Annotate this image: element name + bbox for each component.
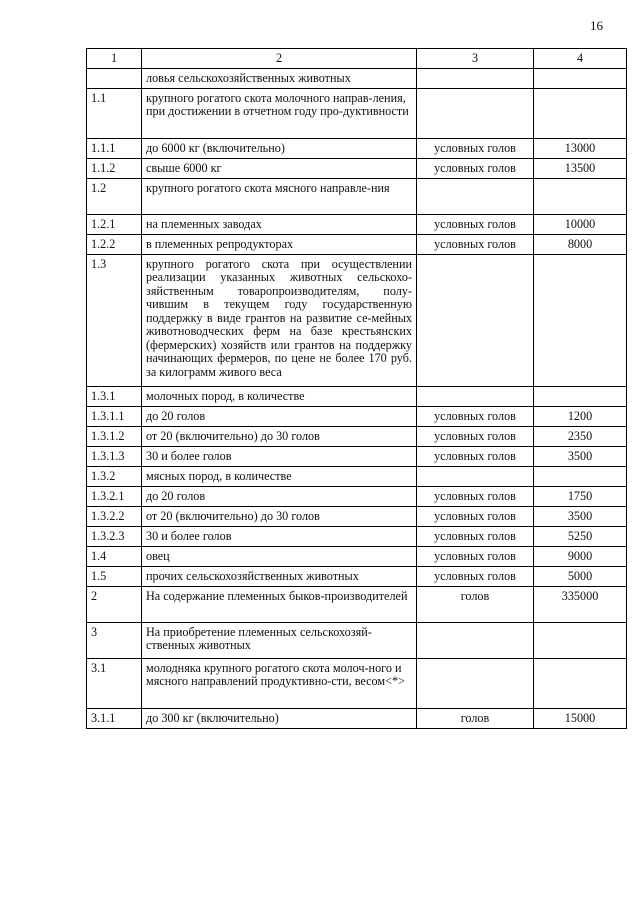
table-row — [87, 69, 627, 89]
table-row — [87, 546, 627, 566]
cell-description: до 6000 кг (включительно) — [142, 138, 417, 158]
cell-description: от 20 (включительно) до 30 голов — [142, 506, 417, 526]
cell-rate: 10000 — [534, 214, 627, 234]
cell-rate: 2350 — [534, 426, 627, 446]
cell-description: до 20 голов — [142, 486, 417, 506]
cell-code: 1.3.2 — [87, 466, 142, 486]
cell-description: от 20 (включительно) до 30 голов — [142, 426, 417, 446]
cell-code: 1.3.2.1 — [87, 486, 142, 506]
table-row — [87, 658, 627, 708]
cell-description: крупного рогатого скота молочного направ-ления, при достижении в отчетном году про-дуктивности — [142, 88, 417, 138]
cell-rate: 13000 — [534, 138, 627, 158]
cell-code: 1.2.2 — [87, 234, 142, 254]
cell-rate — [534, 254, 627, 386]
cell-description: молочных пород, в количестве — [142, 386, 417, 406]
cell-code: 1.3.2.2 — [87, 506, 142, 526]
page-number: 16 — [590, 18, 603, 33]
cell-rate — [534, 658, 627, 708]
cell-unit: условных голов — [417, 506, 534, 526]
cell-rate: 3500 — [534, 446, 627, 466]
cell-description: прочих сельскохозяйственных животных — [142, 566, 417, 586]
cell-code: 1.2 — [87, 178, 142, 214]
cell-unit — [417, 622, 534, 658]
cell-rate: 15000 — [534, 708, 627, 728]
cell-rate: 335000 — [534, 586, 627, 622]
cell-unit — [417, 658, 534, 708]
cell-code: 1.1.1 — [87, 138, 142, 158]
cell-unit — [417, 466, 534, 486]
cell-rate: 3500 — [534, 506, 627, 526]
cell-code: 3.1.1 — [87, 708, 142, 728]
table-row — [87, 214, 627, 234]
cell-rate — [534, 178, 627, 214]
cell-unit: условных голов — [417, 446, 534, 466]
cell-description: в племенных репродукторах — [142, 234, 417, 254]
cell-unit: условных голов — [417, 214, 534, 234]
table-row — [87, 526, 627, 546]
cell-code: 1.2.1 — [87, 214, 142, 234]
cell-unit — [417, 254, 534, 386]
cell-description: свыше 6000 кг — [142, 158, 417, 178]
cell-rate — [534, 386, 627, 406]
cell-description: молодняка крупного рогатого скота молоч-ного и мясного направлений продуктивно-сти, весом<*> — [142, 658, 417, 708]
cell-unit: условных голов — [417, 546, 534, 566]
cell-rate — [534, 466, 627, 486]
cell-unit: условных голов — [417, 426, 534, 446]
cell-unit: условных голов — [417, 406, 534, 426]
cell-code: 1.3.1 — [87, 386, 142, 406]
column-header-1: 1 — [87, 49, 142, 69]
table-row — [87, 178, 627, 214]
cell-rate: 9000 — [534, 546, 627, 566]
column-header-2: 2 — [142, 49, 417, 69]
cell-code: 2 — [87, 586, 142, 622]
cell-description: На приобретение племенных сельскохозяй-ственных животных — [142, 622, 417, 658]
table-row — [87, 506, 627, 526]
table-row — [87, 138, 627, 158]
cell-code: 1.3.2.3 — [87, 526, 142, 546]
table-row — [87, 566, 627, 586]
subsidy-rates-table — [86, 48, 627, 729]
cell-description: овец — [142, 546, 417, 566]
cell-description: 30 и более голов — [142, 526, 417, 546]
table-row — [87, 234, 627, 254]
cell-rate — [534, 88, 627, 138]
cell-unit: условных голов — [417, 486, 534, 506]
table-row — [87, 406, 627, 426]
cell-rate: 8000 — [534, 234, 627, 254]
cell-unit: условных голов — [417, 158, 534, 178]
cell-rate: 5000 — [534, 566, 627, 586]
table-row — [87, 426, 627, 446]
cell-unit: голов — [417, 586, 534, 622]
table-row — [87, 622, 627, 658]
cell-description: на племенных заводах — [142, 214, 417, 234]
cell-unit: условных голов — [417, 566, 534, 586]
cell-unit: условных голов — [417, 234, 534, 254]
cell-unit — [417, 88, 534, 138]
column-header-3: 3 — [417, 49, 534, 69]
table-row — [87, 586, 627, 622]
cell-code: 1.4 — [87, 546, 142, 566]
cell-description: мясных пород, в количестве — [142, 466, 417, 486]
cell-unit: голов — [417, 708, 534, 728]
cell-rate: 13500 — [534, 158, 627, 178]
cell-description: до 20 голов — [142, 406, 417, 426]
cell-code: 1.3.1.2 — [87, 426, 142, 446]
cell-description: крупного рогатого скота мясного направле-ния — [142, 178, 417, 214]
table-row — [87, 486, 627, 506]
cell-rate: 1200 — [534, 406, 627, 426]
cell-code: 1.3.1.1 — [87, 406, 142, 426]
cell-unit — [417, 178, 534, 214]
table-row — [87, 158, 627, 178]
cell-rate: 5250 — [534, 526, 627, 546]
table-row — [87, 386, 627, 406]
cell-code — [87, 69, 142, 89]
table-row — [87, 446, 627, 466]
cell-code: 3.1 — [87, 658, 142, 708]
cell-description: 30 и более голов — [142, 446, 417, 466]
table-row — [87, 254, 627, 386]
cell-code: 1.5 — [87, 566, 142, 586]
cell-description: до 300 кг (включительно) — [142, 708, 417, 728]
cell-description: На содержание племенных быков-производителей — [142, 586, 417, 622]
cell-code: 1.3 — [87, 254, 142, 386]
table-row — [87, 466, 627, 486]
cell-rate — [534, 69, 627, 89]
cell-unit — [417, 69, 534, 89]
cell-code: 1.1.2 — [87, 158, 142, 178]
cell-unit — [417, 386, 534, 406]
cell-code: 3 — [87, 622, 142, 658]
table-row — [87, 88, 627, 138]
cell-rate — [534, 622, 627, 658]
cell-unit: условных голов — [417, 138, 534, 158]
table-header-row — [87, 49, 627, 69]
cell-code: 1.1 — [87, 88, 142, 138]
cell-rate: 1750 — [534, 486, 627, 506]
cell-code: 1.3.1.3 — [87, 446, 142, 466]
column-header-4: 4 — [534, 49, 627, 69]
cell-unit: условных голов — [417, 526, 534, 546]
cell-description: ловья сельскохозяйственных животных — [142, 69, 417, 89]
table-row — [87, 708, 627, 728]
cell-description: крупного рогатого скота при осуществлении реализации указанных животных сельскохо-зяйственным товаропроизводителям, полу-чившим в текущем году государственную поддержку в виде грантов на развитие се-мейных животноводческих ферм на базе крестьянских (фермерских) хозяйств или грантов на поддержку начинающих фермеров, по цене не более 170 руб. за килограмм живого веса — [142, 254, 417, 386]
